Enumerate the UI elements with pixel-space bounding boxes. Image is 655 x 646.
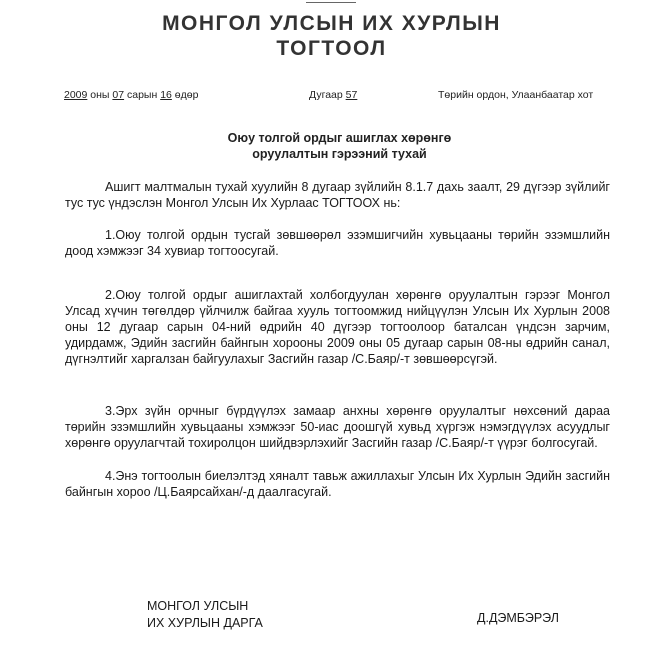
paragraph-3: 3.Эрх зүйн орчныг бүрдүүлэх замаар анхны хөрөнгө оруулалтыг нөхсөний дараа төрийн эзэмшлийн хувьцааны хэмжээг 50-иас доошгүй хувьд хүргэж нэмэгдүүлэх асуудлыг хөрөнгө оруулагчтай тохиролцон шийдвэрлэхийг Засгийн газар /С.Баяр/-т үүрэг болгосугай.	[65, 404, 610, 450]
paragraph-intro: Ашигт малтмалын тухай хуулийн 8 дугаар зүйлийн 8.1.7 дахь заалт, 29 дүгээр зүйлийг тус тус үндэслэн Монгол Улсын Их Хурлаас ТОГТООХ нь:	[65, 180, 610, 210]
signatory-title-line1: МОНГОЛ УЛСЫН	[147, 599, 249, 613]
date-day: 16	[160, 89, 172, 101]
paragraph-1: 1.Оюу толгой ордын тусгай зөвшөөрөл эзэмшигчийн хувьцааны төрийн эзэмшлийн доод хэмжээг 34 хувиар тогтоосугай.	[65, 228, 610, 258]
top-underline-mark	[306, 0, 356, 3]
date-year-suffix: оны	[87, 89, 113, 101]
paragraph-2: 2.Оюу толгой ордыг ашиглахтай холбогдуулан хөрөнгө оруулалтын гэрээг Монгол Улсад хүчин төгөлдөр үйлчилж байгаа хууль тогтоомжид нийцүүлэн Улсын Их Хурлын 2008 оны 12 дугаар сарын 04-ний өдрийн 40 дүгээр тогтоолоор баталсан үндсэн зарчим, удирдамж, Эдийн засгийн байнгын хорооны 2009 оны 05 дугаар сарын 08-ны өдрийн санал, дүгнэлтийг харгалзан байгуулахыг Засгийн газар /С.Баяр/-т зөвшөөрсүгэй.	[65, 288, 610, 366]
subject-line1: Оюу толгой ордыг ашиглах хөрөнгө	[227, 131, 452, 145]
signatory-name: Д.ДЭМБЭРЭЛ	[477, 611, 559, 625]
date-year: 2009	[64, 89, 88, 101]
document-title-line2: ТОГТООЛ	[276, 37, 387, 60]
number-value: 57	[345, 89, 358, 101]
document-title-line1: МОНГОЛ УЛСЫН ИХ ХУРЛЫН	[162, 12, 501, 35]
signatory-title-line2: ИХ ХУРЛЫН ДАРГА	[147, 616, 263, 630]
document-number	[309, 89, 357, 101]
signatory-title	[147, 598, 263, 632]
subject-line2: оруулалтын гэрээний тухай	[252, 147, 427, 161]
document-date	[64, 89, 198, 101]
date-day-suffix: өдөр	[171, 89, 199, 101]
number-label: Дугаар	[309, 89, 346, 101]
paragraph-4: 4.Энэ тогтоолын биелэлтэд хяналт тавьж ажиллахыг Улсын Их Хурлын Эдийн засгийн байнгын хороо /Ц.Баярсайхан/-д даалгасугай.	[65, 469, 610, 499]
date-month: 07	[112, 89, 125, 101]
document-place: Төрийн ордон, Улаанбаатар хот	[438, 89, 594, 101]
date-month-suffix: сарын	[124, 89, 161, 101]
